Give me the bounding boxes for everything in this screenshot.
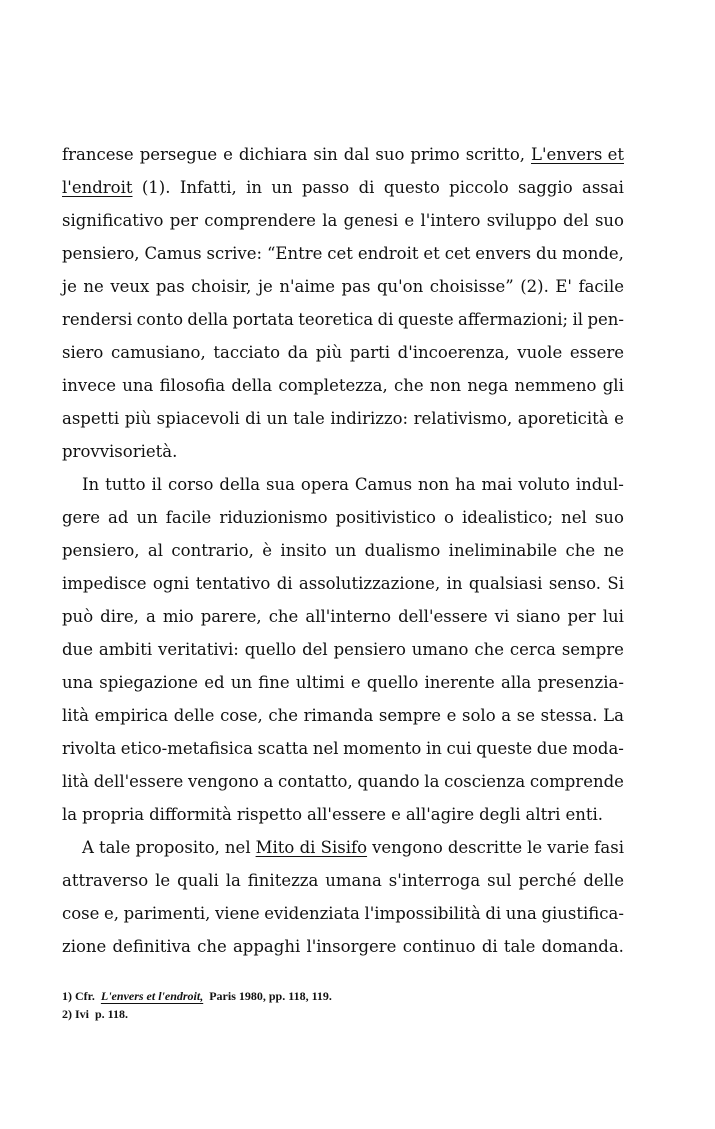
word: che xyxy=(197,937,227,956)
word: nega xyxy=(467,376,509,395)
word: di xyxy=(481,937,498,956)
word: e xyxy=(350,673,361,692)
footnote-2 xyxy=(62,1005,332,1023)
word: il xyxy=(151,475,163,494)
word: aspetti xyxy=(62,409,120,428)
text-line xyxy=(62,138,624,171)
word: pensiero, xyxy=(62,244,140,263)
word: je xyxy=(257,277,273,296)
word: sin xyxy=(313,145,338,164)
word: veux xyxy=(110,277,150,296)
word: impedisce xyxy=(62,574,147,593)
word: sua xyxy=(266,475,295,494)
word: persegue xyxy=(139,145,218,164)
word: e xyxy=(614,409,624,428)
word: e, xyxy=(104,904,120,923)
word: suo xyxy=(375,145,405,164)
word: l'insorgere xyxy=(306,937,397,956)
word: dell'essere xyxy=(93,772,184,791)
word: inerente xyxy=(424,673,495,692)
word: suo xyxy=(594,508,624,527)
word: (1). xyxy=(141,178,171,197)
word: cui xyxy=(446,739,472,758)
word: all'agire xyxy=(405,805,475,824)
text-line xyxy=(62,402,624,435)
word: je xyxy=(62,277,77,296)
word: relativismo, xyxy=(413,409,513,428)
text-line xyxy=(62,204,624,237)
word: corso xyxy=(167,475,214,494)
word: che xyxy=(393,376,424,395)
word: qu'on xyxy=(376,277,424,296)
text-line xyxy=(62,171,624,204)
word: a xyxy=(145,607,156,626)
word: facile xyxy=(165,508,212,527)
word: cerca xyxy=(509,640,556,659)
word: ad xyxy=(108,508,129,527)
word: questo xyxy=(383,178,440,197)
word: pas xyxy=(155,277,185,296)
word: dal xyxy=(343,145,370,164)
word: due xyxy=(62,640,93,659)
word: comprende xyxy=(529,772,624,791)
body-text xyxy=(62,138,624,963)
text-line xyxy=(62,633,624,666)
word: appaghi xyxy=(232,937,301,956)
footnotes xyxy=(62,987,332,1023)
word: che xyxy=(474,640,505,659)
text-line xyxy=(62,831,624,864)
word: In xyxy=(82,475,100,494)
word: fasi xyxy=(594,838,624,857)
word: quando xyxy=(357,772,420,791)
word: moda- xyxy=(572,739,624,758)
word: contrario, xyxy=(171,541,254,560)
word: dell'essere xyxy=(398,607,488,626)
word: lità xyxy=(62,706,90,725)
footnote-part: 1) Cfr. xyxy=(62,989,95,1003)
word: alla xyxy=(501,673,532,692)
word: et xyxy=(423,244,440,263)
word: sempre xyxy=(378,706,442,725)
word: aporeticità xyxy=(517,409,609,428)
word: insito xyxy=(280,541,327,560)
word: finitezza xyxy=(247,871,319,890)
word: spiegazione xyxy=(99,673,199,692)
word: cose xyxy=(62,904,100,923)
word: Si xyxy=(607,574,624,593)
word: piccolo xyxy=(449,178,509,197)
word: la xyxy=(322,211,338,230)
word: Infatti, xyxy=(179,178,237,197)
word: e xyxy=(446,706,457,725)
word: siero xyxy=(62,343,104,362)
word: viene xyxy=(214,904,260,923)
word: s'interroga xyxy=(388,871,481,890)
word: pensiero xyxy=(333,640,406,659)
word: di xyxy=(485,904,502,923)
word: coscienza xyxy=(444,772,526,791)
word: ambiti xyxy=(98,640,153,659)
word: in xyxy=(246,178,262,197)
word: altri xyxy=(525,805,561,824)
word: E' xyxy=(555,277,572,296)
word: queste xyxy=(397,310,454,329)
word: tacciato xyxy=(213,343,281,362)
word: al xyxy=(147,541,164,560)
word: propria xyxy=(82,805,145,824)
word: in xyxy=(425,739,442,758)
word: conto xyxy=(136,310,184,329)
word: più xyxy=(315,343,343,362)
word: primo xyxy=(410,145,460,164)
word: nel xyxy=(312,739,339,758)
word: difformità xyxy=(149,805,232,824)
word: sul xyxy=(487,871,512,890)
word: o xyxy=(443,508,454,527)
word: lità xyxy=(62,772,90,791)
word: teoretica xyxy=(298,310,374,329)
word: L'envers et xyxy=(531,145,624,164)
word: e xyxy=(223,145,233,164)
word: ne xyxy=(83,277,104,296)
text-line xyxy=(62,600,624,633)
text-line xyxy=(62,534,624,567)
word: veritativi: xyxy=(158,640,239,659)
word: empirica xyxy=(94,706,169,725)
word: la xyxy=(62,805,78,824)
word: se xyxy=(516,706,535,725)
word: vuole xyxy=(517,343,563,362)
word: proposito, xyxy=(135,838,220,857)
word: di xyxy=(377,310,394,329)
word: riduzionismo xyxy=(219,508,328,527)
word: pen- xyxy=(587,310,624,329)
word: suo xyxy=(594,211,624,230)
word: endroit xyxy=(357,244,419,263)
word: voluto xyxy=(518,475,570,494)
word: envers xyxy=(475,244,532,263)
word: rendersi xyxy=(62,310,133,329)
word: invece xyxy=(62,376,116,395)
text-line xyxy=(62,567,624,600)
text-line xyxy=(62,699,624,732)
text-line xyxy=(62,897,624,930)
word: nel xyxy=(224,838,251,857)
word: delle xyxy=(173,706,215,725)
word: cose, xyxy=(220,706,263,725)
word: ogni xyxy=(152,574,190,593)
word: è xyxy=(262,541,273,560)
word: l'endroit xyxy=(62,178,133,197)
word: le xyxy=(527,838,543,857)
word: la xyxy=(424,772,440,791)
word: pas xyxy=(341,277,371,296)
footnote-part: 2) Ivi xyxy=(62,1007,89,1021)
word: etico-metafisica xyxy=(120,739,253,758)
word: un xyxy=(266,409,288,428)
word: definitiva xyxy=(112,937,191,956)
word: d'incoerenza, xyxy=(397,343,510,362)
word: n'aime xyxy=(279,277,336,296)
text-line xyxy=(62,468,624,501)
text-line xyxy=(62,501,624,534)
word: quello xyxy=(244,640,297,659)
word: nemmeno xyxy=(514,376,597,395)
word: non xyxy=(429,376,462,395)
word: tale xyxy=(503,937,536,956)
word: cet xyxy=(444,244,471,263)
word: contatto, xyxy=(278,772,353,791)
word: saggio xyxy=(518,178,573,197)
word: facile xyxy=(578,277,624,296)
word: continuo xyxy=(402,937,476,956)
word: a xyxy=(501,706,512,725)
word: presenzia- xyxy=(537,673,624,692)
word: du xyxy=(536,244,558,263)
word: una xyxy=(62,673,94,692)
word: le xyxy=(155,871,171,890)
word: Mito di Sisifo xyxy=(255,838,368,857)
word: nel xyxy=(561,508,587,527)
word: ineliminabile xyxy=(448,541,558,560)
word: che xyxy=(565,541,596,560)
word: positivistico xyxy=(335,508,436,527)
word: Camus xyxy=(144,244,202,263)
text-line xyxy=(62,666,624,699)
word: per xyxy=(567,607,596,626)
word: un xyxy=(271,178,293,197)
footnote-part: Paris 1980, pp. 118, 119. xyxy=(209,989,332,1003)
word: opera xyxy=(300,475,349,494)
word: solo xyxy=(462,706,496,725)
word: un xyxy=(230,673,253,692)
word: una xyxy=(505,904,537,923)
word: quello xyxy=(366,673,419,692)
word: parere, xyxy=(200,607,262,626)
word: gere xyxy=(62,508,100,527)
word: queste xyxy=(476,739,533,758)
word: mai xyxy=(481,475,513,494)
word: due xyxy=(536,739,568,758)
text-line xyxy=(62,765,624,798)
word: ultimi xyxy=(295,673,345,692)
word: indul- xyxy=(575,475,624,494)
word: Camus xyxy=(354,475,413,494)
word: e xyxy=(404,211,415,230)
word: dichiara xyxy=(238,145,308,164)
word: monde, xyxy=(562,244,624,263)
word: che xyxy=(268,607,299,626)
word: spiacevoli xyxy=(156,409,240,428)
word: senso. xyxy=(548,574,602,593)
word: scatta xyxy=(257,739,309,758)
word: tale xyxy=(98,838,131,857)
word: più xyxy=(124,409,152,428)
word: della xyxy=(219,475,261,494)
word: provvisorietà. xyxy=(62,442,178,461)
word: all'essere xyxy=(307,805,387,824)
word: a xyxy=(263,772,274,791)
text-line xyxy=(62,435,624,468)
word: perché xyxy=(518,871,577,890)
word: degli xyxy=(479,805,521,824)
word: comprendere xyxy=(204,211,316,230)
word: stessa. xyxy=(540,706,598,725)
word: di xyxy=(276,574,293,593)
word: assai xyxy=(582,178,624,197)
word: dualismo xyxy=(364,541,441,560)
word: umano xyxy=(411,640,469,659)
word: sviluppo xyxy=(486,211,557,230)
footnote-part: p. 118. xyxy=(95,1007,129,1021)
word: assolutizzazione, xyxy=(298,574,441,593)
word: della xyxy=(231,376,273,395)
text-line xyxy=(62,237,624,270)
word: gli xyxy=(602,376,624,395)
word: di xyxy=(358,178,375,197)
word: e xyxy=(391,805,401,824)
word: varie xyxy=(547,838,590,857)
word: il xyxy=(572,310,584,329)
word: parti xyxy=(349,343,391,362)
word: non xyxy=(418,475,450,494)
footnote-part: L'envers et l'endroit, xyxy=(100,989,204,1003)
word: vengono xyxy=(372,838,443,857)
word: tentativo xyxy=(195,574,271,593)
word: La xyxy=(603,706,624,725)
word: filosofia xyxy=(159,376,226,395)
word: rivolta xyxy=(62,739,117,758)
word: ed xyxy=(204,673,225,692)
word: l'intero xyxy=(420,211,481,230)
word: può xyxy=(62,607,94,626)
word: dire, xyxy=(100,607,139,626)
word: lui xyxy=(602,607,624,626)
word: l'impossibilità xyxy=(364,904,481,923)
word: un xyxy=(335,541,357,560)
word: ha xyxy=(455,475,476,494)
word: evidenziata xyxy=(264,904,360,923)
word: giustifica- xyxy=(541,904,624,923)
word: mio xyxy=(162,607,194,626)
word: completezza, xyxy=(278,376,388,395)
word: rispetto xyxy=(236,805,303,824)
word: momento xyxy=(343,739,422,758)
word: genesi xyxy=(343,211,399,230)
word: vi xyxy=(494,607,510,626)
word: sempre xyxy=(561,640,624,659)
text-line xyxy=(62,336,624,369)
word: portata xyxy=(232,310,294,329)
word: choisir, xyxy=(191,277,252,296)
word: idealistico; xyxy=(461,508,554,527)
word: enti. xyxy=(565,805,604,824)
word: del xyxy=(302,640,328,659)
word: indirizzo: xyxy=(330,409,409,428)
word: francese xyxy=(62,145,134,164)
word: ne xyxy=(603,541,624,560)
word: vengono xyxy=(187,772,259,791)
word: domanda. xyxy=(541,937,624,956)
word: affermazioni; xyxy=(458,310,569,329)
word: A xyxy=(82,838,94,857)
word: descritte xyxy=(447,838,523,857)
word: delle xyxy=(583,871,624,890)
text-line xyxy=(62,798,624,831)
word: fine xyxy=(258,673,290,692)
word: siano xyxy=(516,607,561,626)
word: da xyxy=(287,343,309,362)
word: una xyxy=(122,376,154,395)
word: pensiero, xyxy=(62,541,140,560)
word: che xyxy=(268,706,298,725)
word: significativo xyxy=(62,211,164,230)
word: quali xyxy=(177,871,219,890)
word: “Entre xyxy=(266,244,323,263)
word: all'interno xyxy=(305,607,392,626)
word: zione xyxy=(62,937,107,956)
text-line xyxy=(62,732,624,765)
word: per xyxy=(169,211,198,230)
word: camusiano, xyxy=(110,343,206,362)
word: tale xyxy=(293,409,325,428)
word: un xyxy=(136,508,158,527)
text-line xyxy=(62,369,624,402)
word: rimanda xyxy=(303,706,374,725)
word: di xyxy=(245,409,261,428)
word: attraverso xyxy=(62,871,149,890)
text-line xyxy=(62,270,624,303)
word: passo xyxy=(301,178,350,197)
word: scrive: xyxy=(206,244,263,263)
word: in xyxy=(446,574,463,593)
text-line xyxy=(62,303,624,336)
word: parimenti, xyxy=(123,904,211,923)
word: (2). xyxy=(520,277,549,296)
word: tutto xyxy=(105,475,146,494)
text-line xyxy=(62,864,624,897)
word: choisisse” xyxy=(429,277,514,296)
word: del xyxy=(563,211,589,230)
word: qualsiasi xyxy=(468,574,543,593)
footnote-1 xyxy=(62,987,332,1005)
word: della xyxy=(187,310,229,329)
word: scritto, xyxy=(465,145,526,164)
word: essere xyxy=(569,343,624,362)
word: umana xyxy=(325,871,382,890)
text-line xyxy=(62,930,624,963)
word: cet xyxy=(327,244,353,263)
word: la xyxy=(225,871,241,890)
